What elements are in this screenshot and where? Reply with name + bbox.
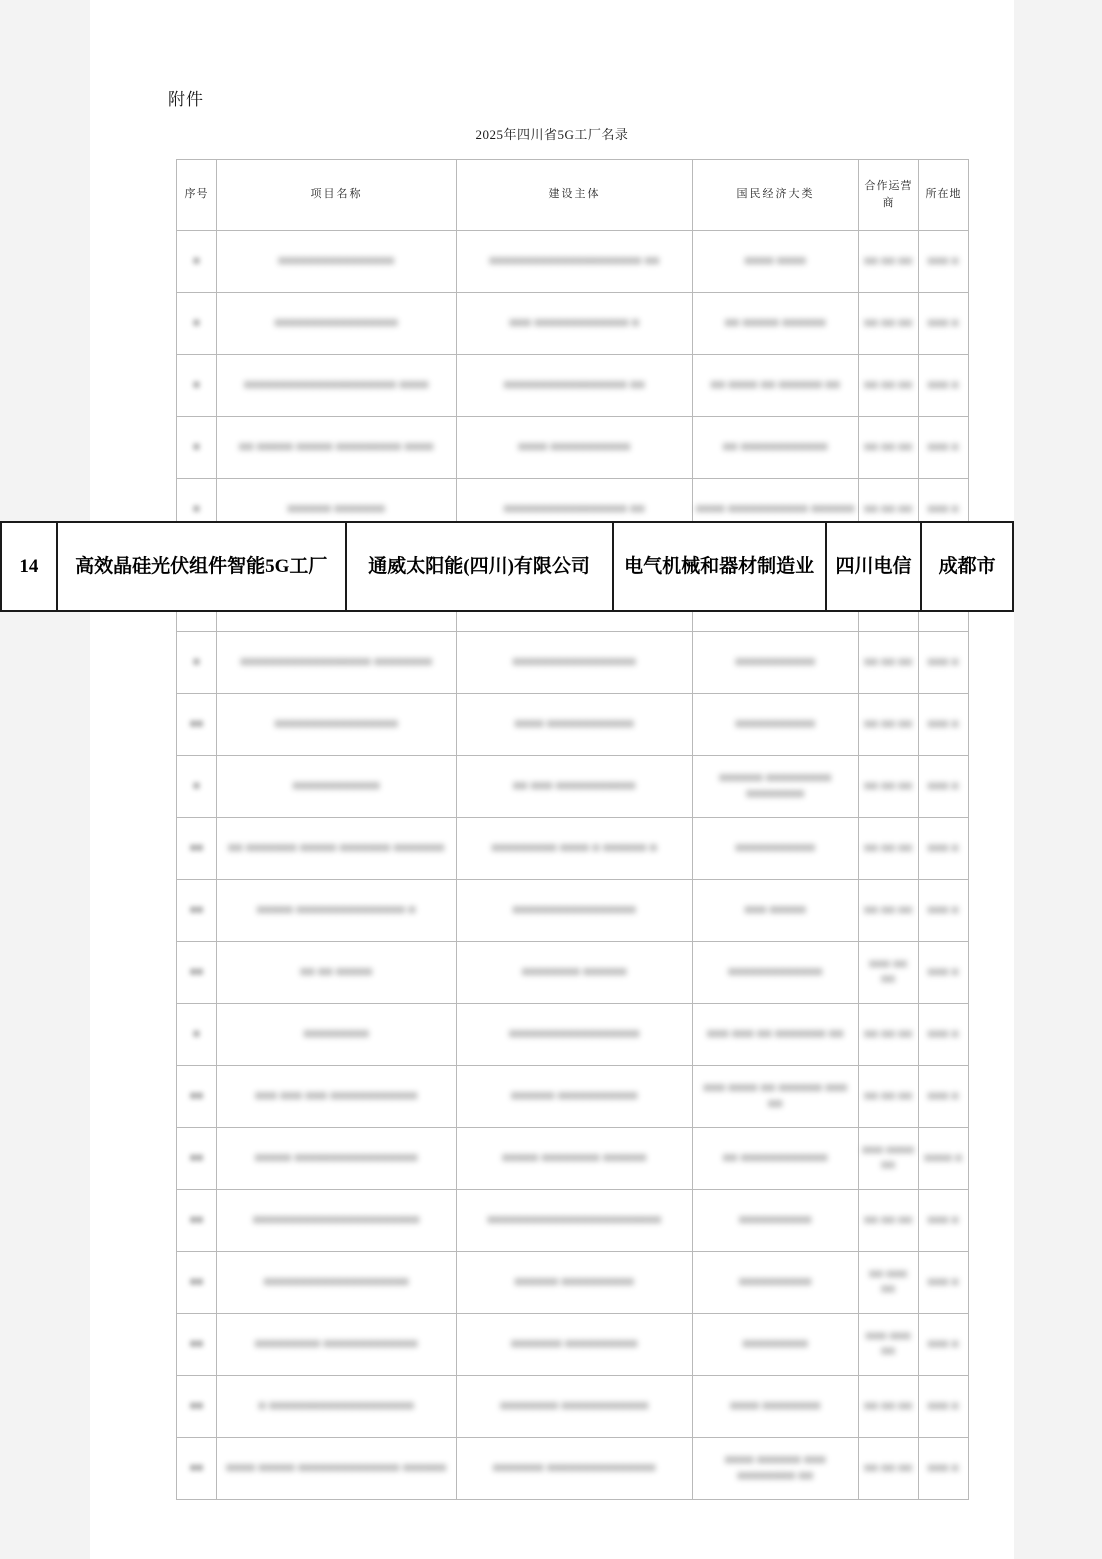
cell-entity [457,818,693,880]
cell-project-name [217,1376,457,1438]
highlighted-cell-project-name: 高效晶硅光伏组件智能5G工厂 [58,523,347,610]
cell-index [177,880,217,942]
cell-location [919,1066,969,1128]
redacted-text: ■■■■ ■■■■■ ■■■■■■■■■■■■■■ ■■■■■■ [226,1462,447,1475]
redacted-text: ■■■ ■ [928,503,959,515]
cell-project-name [217,1066,457,1128]
page-content [90,0,1014,1559]
redacted-text: ■■ ■■ ■■ [864,1214,913,1226]
redacted-text: ■■ [189,1400,204,1413]
cell-industry [693,1066,859,1128]
cell-location [919,1252,969,1314]
redacted-text: ■■■■■■■■■■■ [735,718,816,731]
cell-industry [693,942,859,1004]
redacted-text: ■■ ■■ ■■ [864,441,913,453]
redacted-text: ■■■■■ ■■■■■■■■■■■■■■■■■ [255,1152,418,1165]
cell-industry [693,1438,859,1500]
redacted-text: ■■■ ■ [928,718,959,730]
redacted-text: ■■ ■■ ■■ [864,503,913,515]
cell-industry [693,880,859,942]
redacted-text: ■■■■■■■■■■■ [735,842,816,855]
redacted-text: ■■■ ■ [928,966,959,978]
redacted-text: ■■■ ■ [928,656,959,668]
cell-location [919,293,969,355]
redacted-text: ■■■ ■ [928,1400,959,1412]
cell-project-name [217,1004,457,1066]
cell-project-name [217,1128,457,1190]
redacted-text: ■■■■■■■■■ ■■■■■■■■■■■■■ [255,1338,418,1351]
cell-operator [859,1004,919,1066]
redacted-text: ■■■■■■■■■■■■■■■■■ [512,904,637,917]
cell-project-name [217,293,457,355]
redacted-text: ■■■■■■■ ■■■■■■■■■■■■■■■ [493,1462,656,1475]
redacted-text: ■ [193,780,200,793]
redacted-text: ■■■■■■■■■■■■■■■■■ [512,656,637,669]
redacted-text: ■■ ■■ ■■ [864,1400,913,1412]
cell-operator [859,1376,919,1438]
table-header [177,160,969,231]
column-header-index: 序号 [177,160,217,231]
redacted-text: ■■ ■■ ■■ [864,842,913,854]
cell-project-name [217,694,457,756]
redacted-text: ■■■ ■ [928,1338,959,1350]
cell-entity [457,632,693,694]
redacted-text: ■ [193,656,200,669]
redacted-text: ■■■■■■■■■ [303,1028,370,1041]
redacted-text: ■■ ■■ ■■ [864,904,913,916]
redacted-text: ■■■■■■■ ■■■■■■■■■■ [511,1338,638,1351]
cell-entity [457,756,693,818]
redacted-text: ■■ ■■■■■ ■■■■■■ [725,317,826,330]
cell-index [177,417,217,479]
cell-entity [457,355,693,417]
redacted-text: ■ [193,255,200,268]
cell-entity [457,694,693,756]
redacted-text: ■■■■ ■■■■■■■■■■■■ [514,718,635,731]
cell-index [177,231,217,293]
cell-project-name [217,1252,457,1314]
redacted-text: ■■■ ■■■■ ■■ [862,1144,915,1172]
cell-industry [693,1190,859,1252]
redacted-text: ■■■■■■■■■■■■■■■■■■■■■ ■■ [489,255,660,268]
cell-index [177,818,217,880]
table-row [177,694,969,756]
redacted-text: ■■■■ ■■■■■■■■■■■ ■■■■■■ [696,503,855,516]
redacted-text: ■■ [189,1090,204,1103]
redacted-text: ■■ ■■■■■■■■■■■■ [723,441,828,454]
cell-operator [859,942,919,1004]
redacted-text: ■■■■ ■■■■■■■■ [730,1400,821,1413]
cell-index [177,1004,217,1066]
redacted-text: ■■■ ■ [928,1462,959,1474]
redacted-text: ■■ ■■■■■■■■■■■■ [723,1152,828,1165]
page-margin-left [0,0,90,1559]
cell-industry [693,1376,859,1438]
table-row [177,293,969,355]
cell-index [177,756,217,818]
cell-project-name [217,756,457,818]
redacted-text: ■■■ ■ [928,842,959,854]
cell-index [177,632,217,694]
redacted-text: ■■■■■■■■■■■ [735,656,816,669]
redacted-text: ■■■■■■■■■■■■■■■■ [278,255,395,268]
cell-index [177,293,217,355]
redacted-text: ■■■■■■■■ ■■■■■■ [522,966,627,979]
redacted-text: ■■■ ■ [928,255,959,267]
redacted-text: ■■■ ■ [928,317,959,329]
cell-index [177,1376,217,1438]
cell-operator [859,293,919,355]
cell-project-name [217,231,457,293]
table-row [177,1128,969,1190]
redacted-text: ■■■■■■■■■■■■■ [728,966,823,979]
cell-location [919,632,969,694]
cell-operator [859,1128,919,1190]
cell-operator [859,1066,919,1128]
cell-entity [457,1190,693,1252]
redacted-text: ■■ ■■■ ■■■■■■■■■■■ [513,780,636,793]
cell-industry [693,1252,859,1314]
redacted-text: ■■■■■ ■■■■■■■■■■■■■■■ ■ [257,904,416,917]
cell-index [177,1128,217,1190]
cell-entity [457,417,693,479]
redacted-text: ■■■ ■■■ ■■ [866,1330,911,1358]
redacted-text: ■ [193,317,200,330]
cell-operator [859,355,919,417]
redacted-text: ■■ [189,966,204,979]
redacted-text: ■■■■■■■■■ [742,1338,809,1351]
redacted-text: ■■■■■■■■■■■■■■■■■■ ■■■■■■■■ [240,656,433,669]
cell-entity [457,880,693,942]
cell-location [919,818,969,880]
redacted-text: ■■■■■■■■■■■■■■■■■ ■■ [504,503,645,516]
cell-project-name [217,632,457,694]
cell-entity [457,293,693,355]
cell-entity [457,1438,693,1500]
factory-list-table [176,159,969,1500]
cell-location [919,1128,969,1190]
redacted-text: ■■■■■■■■■■■■■■■■■■■■■■■■ [487,1214,662,1227]
redacted-text: ■■ [189,1338,204,1351]
redacted-text: ■■■ ■■■■■ [744,904,807,917]
redacted-text: ■■■ ■ [928,1214,959,1226]
cell-index [177,1190,217,1252]
cell-entity [457,1252,693,1314]
redacted-text: ■ ■■■■■■■■■■■■■■■■■■■■ [258,1400,415,1413]
highlighted-cell-operator: 四川电信 [827,523,923,610]
cell-index [177,694,217,756]
cell-index [177,942,217,1004]
cell-entity [457,1376,693,1438]
redacted-text: ■■■■■■■■■■■■■■■■■■■■ [264,1276,409,1289]
highlighted-cell-location: 成都市 [938,555,996,577]
cell-entity [457,1066,693,1128]
cell-industry [693,1314,859,1376]
redacted-text: ■■■■■■■■■■■■■■■■■ [274,317,399,330]
redacted-text: ■■■■■■■■■■■■■■■■■ ■■ [504,379,645,392]
page-margin-right [1014,0,1102,1559]
cell-operator [859,632,919,694]
redacted-text: ■■ ■■ ■■ [864,656,913,668]
redacted-text: ■■ ■■ ■■ [864,780,913,792]
redacted-text: ■ [193,1028,200,1041]
table-row [177,355,969,417]
redacted-text: ■ [193,379,200,392]
redacted-text: ■■ [189,718,204,731]
cell-operator [859,417,919,479]
redacted-text: ■■■■■■■■■■■■ [293,780,380,793]
redacted-text: ■■ [189,904,204,917]
highlighted-cell-industry: 电气机械和器材制造业 [614,523,827,610]
redacted-text: ■■■ ■ [928,780,959,792]
cell-entity [457,1314,693,1376]
table-row [177,880,969,942]
redacted-text: ■■ [189,842,204,855]
cell-industry [693,355,859,417]
cell-operator [859,1252,919,1314]
cell-project-name [217,818,457,880]
cell-entity [457,231,693,293]
table-row [177,231,969,293]
highlighted-cell-entity: 通威太阳能(四川)有限公司 [347,523,614,610]
cell-index [177,1314,217,1376]
cell-industry [693,1128,859,1190]
cell-entity [457,1004,693,1066]
redacted-text: ■■ ■■ ■■ [864,317,913,329]
cell-project-name [217,1314,457,1376]
cell-operator [859,694,919,756]
cell-industry [693,756,859,818]
redacted-text: ■■■■ ■■■■■■ ■■■ ■■■■■■■■ ■■ [725,1453,826,1483]
column-header-project-name: 项目名称 [217,160,457,231]
cell-project-name [217,942,457,1004]
table-body [177,231,969,1500]
redacted-text: ■■■ ■ [928,1028,959,1040]
attachment-label: 附件 [168,90,204,109]
redacted-text: ■■■■ ■■■■■■■■■■■ [518,441,631,454]
cell-operator [859,231,919,293]
cell-location [919,694,969,756]
table-row [177,1252,969,1314]
redacted-text: ■■■ ■■■■ ■■ ■■■■■■ ■■■ ■■ [703,1081,848,1111]
table-row [177,1066,969,1128]
table-row [177,1004,969,1066]
cell-industry [693,417,859,479]
highlighted-row-14 [0,521,1014,612]
table-row [177,632,969,694]
cell-project-name [217,355,457,417]
cell-index [177,1252,217,1314]
cell-location [919,942,969,1004]
cell-location [919,1438,969,1500]
cell-location [919,1004,969,1066]
redacted-text: ■■■■ ■ [924,1152,963,1164]
cell-operator [859,1190,919,1252]
table-row [177,1376,969,1438]
cell-project-name [217,417,457,479]
redacted-text: ■■■■■■ ■■■■■■■■■ ■■■■■■■■ [719,771,832,801]
redacted-text: ■■■ ■ [928,1276,959,1288]
cell-entity [457,1128,693,1190]
cell-operator [859,1314,919,1376]
factory-list-table-wrapper [176,159,963,1500]
redacted-text: ■■ ■■■■■ ■■■■■ ■■■■■■■■■ ■■■■ [239,441,434,454]
column-header-operator: 合作运营商 [859,160,919,231]
cell-location [919,880,969,942]
redacted-text: ■■■ ■ [928,904,959,916]
redacted-text: ■■ ■■ ■■ [864,1028,913,1040]
redacted-text: ■■■■■■■■■■■■■■■■■■■■■■■ [253,1214,420,1227]
cell-index [177,355,217,417]
redacted-text: ■■■■■■■■■■■■■■■■■ [274,718,399,731]
column-header-industry: 国民经济大类 [693,160,859,231]
redacted-text: ■■■■ ■■■■ [744,255,807,268]
redacted-text: ■■■■■■■■■■ [739,1214,812,1227]
page-title: 2025年四川省5G工厂名录 [475,127,629,142]
cell-project-name [217,880,457,942]
redacted-text: ■■■ ■■■ ■■■ ■■■■■■■■■■■■ [255,1090,418,1103]
cell-operator [859,756,919,818]
cell-operator [859,880,919,942]
redacted-text: ■■■■■■ ■■■■■■■■■■ [514,1276,635,1289]
redacted-text: ■■■ ■ [928,441,959,453]
cell-location [919,417,969,479]
redacted-text: ■■ ■■■■■■■ ■■■■■ ■■■■■■■ ■■■■■■■ [228,842,445,855]
cell-location [919,231,969,293]
cell-index [177,1438,217,1500]
redacted-text: ■■ ■■ ■■■■■ [300,966,373,979]
redacted-text: ■■■■■■ ■■■■■■■■■■■ [511,1090,638,1103]
redacted-text: ■■■ ■■■■■■■■■■■■■ ■ [509,317,640,330]
redacted-text: ■■■ ■ [928,1090,959,1102]
cell-industry [693,293,859,355]
cell-index [177,1066,217,1128]
redacted-text: ■■ [189,1276,204,1289]
redacted-text: ■ [193,503,200,516]
cell-entity [457,942,693,1004]
cell-industry [693,1004,859,1066]
redacted-text: ■■■■■■■■■ ■■■■ ■ ■■■■■■ ■ [491,842,658,855]
cell-operator [859,1438,919,1500]
table-row [177,1190,969,1252]
cell-industry [693,231,859,293]
table-row [177,942,969,1004]
table-row [177,756,969,818]
redacted-text: ■■■■■■■■■■■■■■■■■■■■■ ■■■■ [244,379,429,392]
redacted-text: ■■■■■■■■ ■■■■■■■■■■■■ [500,1400,649,1413]
redacted-text: ■■ ■■ ■■ [864,718,913,730]
redacted-text: ■■ ■■ ■■ [864,379,913,391]
cell-project-name [217,1438,457,1500]
cell-location [919,355,969,417]
redacted-text: ■■■■■■ ■■■■■■■ [287,503,386,516]
redacted-text: ■■ ■■■ ■■ [869,1268,908,1296]
cell-industry [693,632,859,694]
cell-operator [859,818,919,880]
redacted-text: ■■ ■■ ■■ [864,255,913,267]
cell-industry [693,818,859,880]
redacted-text: ■■ [189,1152,204,1165]
cell-location [919,1190,969,1252]
redacted-text: ■■■ ■■■ ■■ ■■■■■■■ ■■ [707,1028,844,1041]
highlighted-cell-index: 14 [2,523,58,610]
redacted-text: ■■ [189,1462,204,1475]
redacted-text: ■■ [189,1214,204,1227]
cell-project-name [217,1190,457,1252]
cell-location [919,1376,969,1438]
table-row [177,1314,969,1376]
table-row [177,417,969,479]
redacted-text: ■■■ ■ [928,379,959,391]
redacted-text: ■■■■■■■■■■■■■■■■■■ [509,1028,640,1041]
cell-location [919,756,969,818]
redacted-text: ■■■■■ ■■■■■■■■ ■■■■■■ [502,1152,647,1165]
redacted-text: ■ [193,441,200,454]
cell-location [919,1314,969,1376]
column-header-location: 所在地 [919,160,969,231]
table-header-row [177,160,969,231]
redacted-text: ■■ ■■ ■■ [864,1462,913,1474]
redacted-text: ■■■ ■■ ■■ [869,958,908,986]
cell-industry [693,694,859,756]
redacted-text: ■■■■■■■■■■ [739,1276,812,1289]
redacted-text: ■■ ■■ ■■ [864,1090,913,1102]
table-row [177,1438,969,1500]
redacted-text: ■■ ■■■■ ■■ ■■■■■■ ■■ [710,379,841,392]
column-header-entity: 建设主体 [457,160,693,231]
table-row [177,818,969,880]
